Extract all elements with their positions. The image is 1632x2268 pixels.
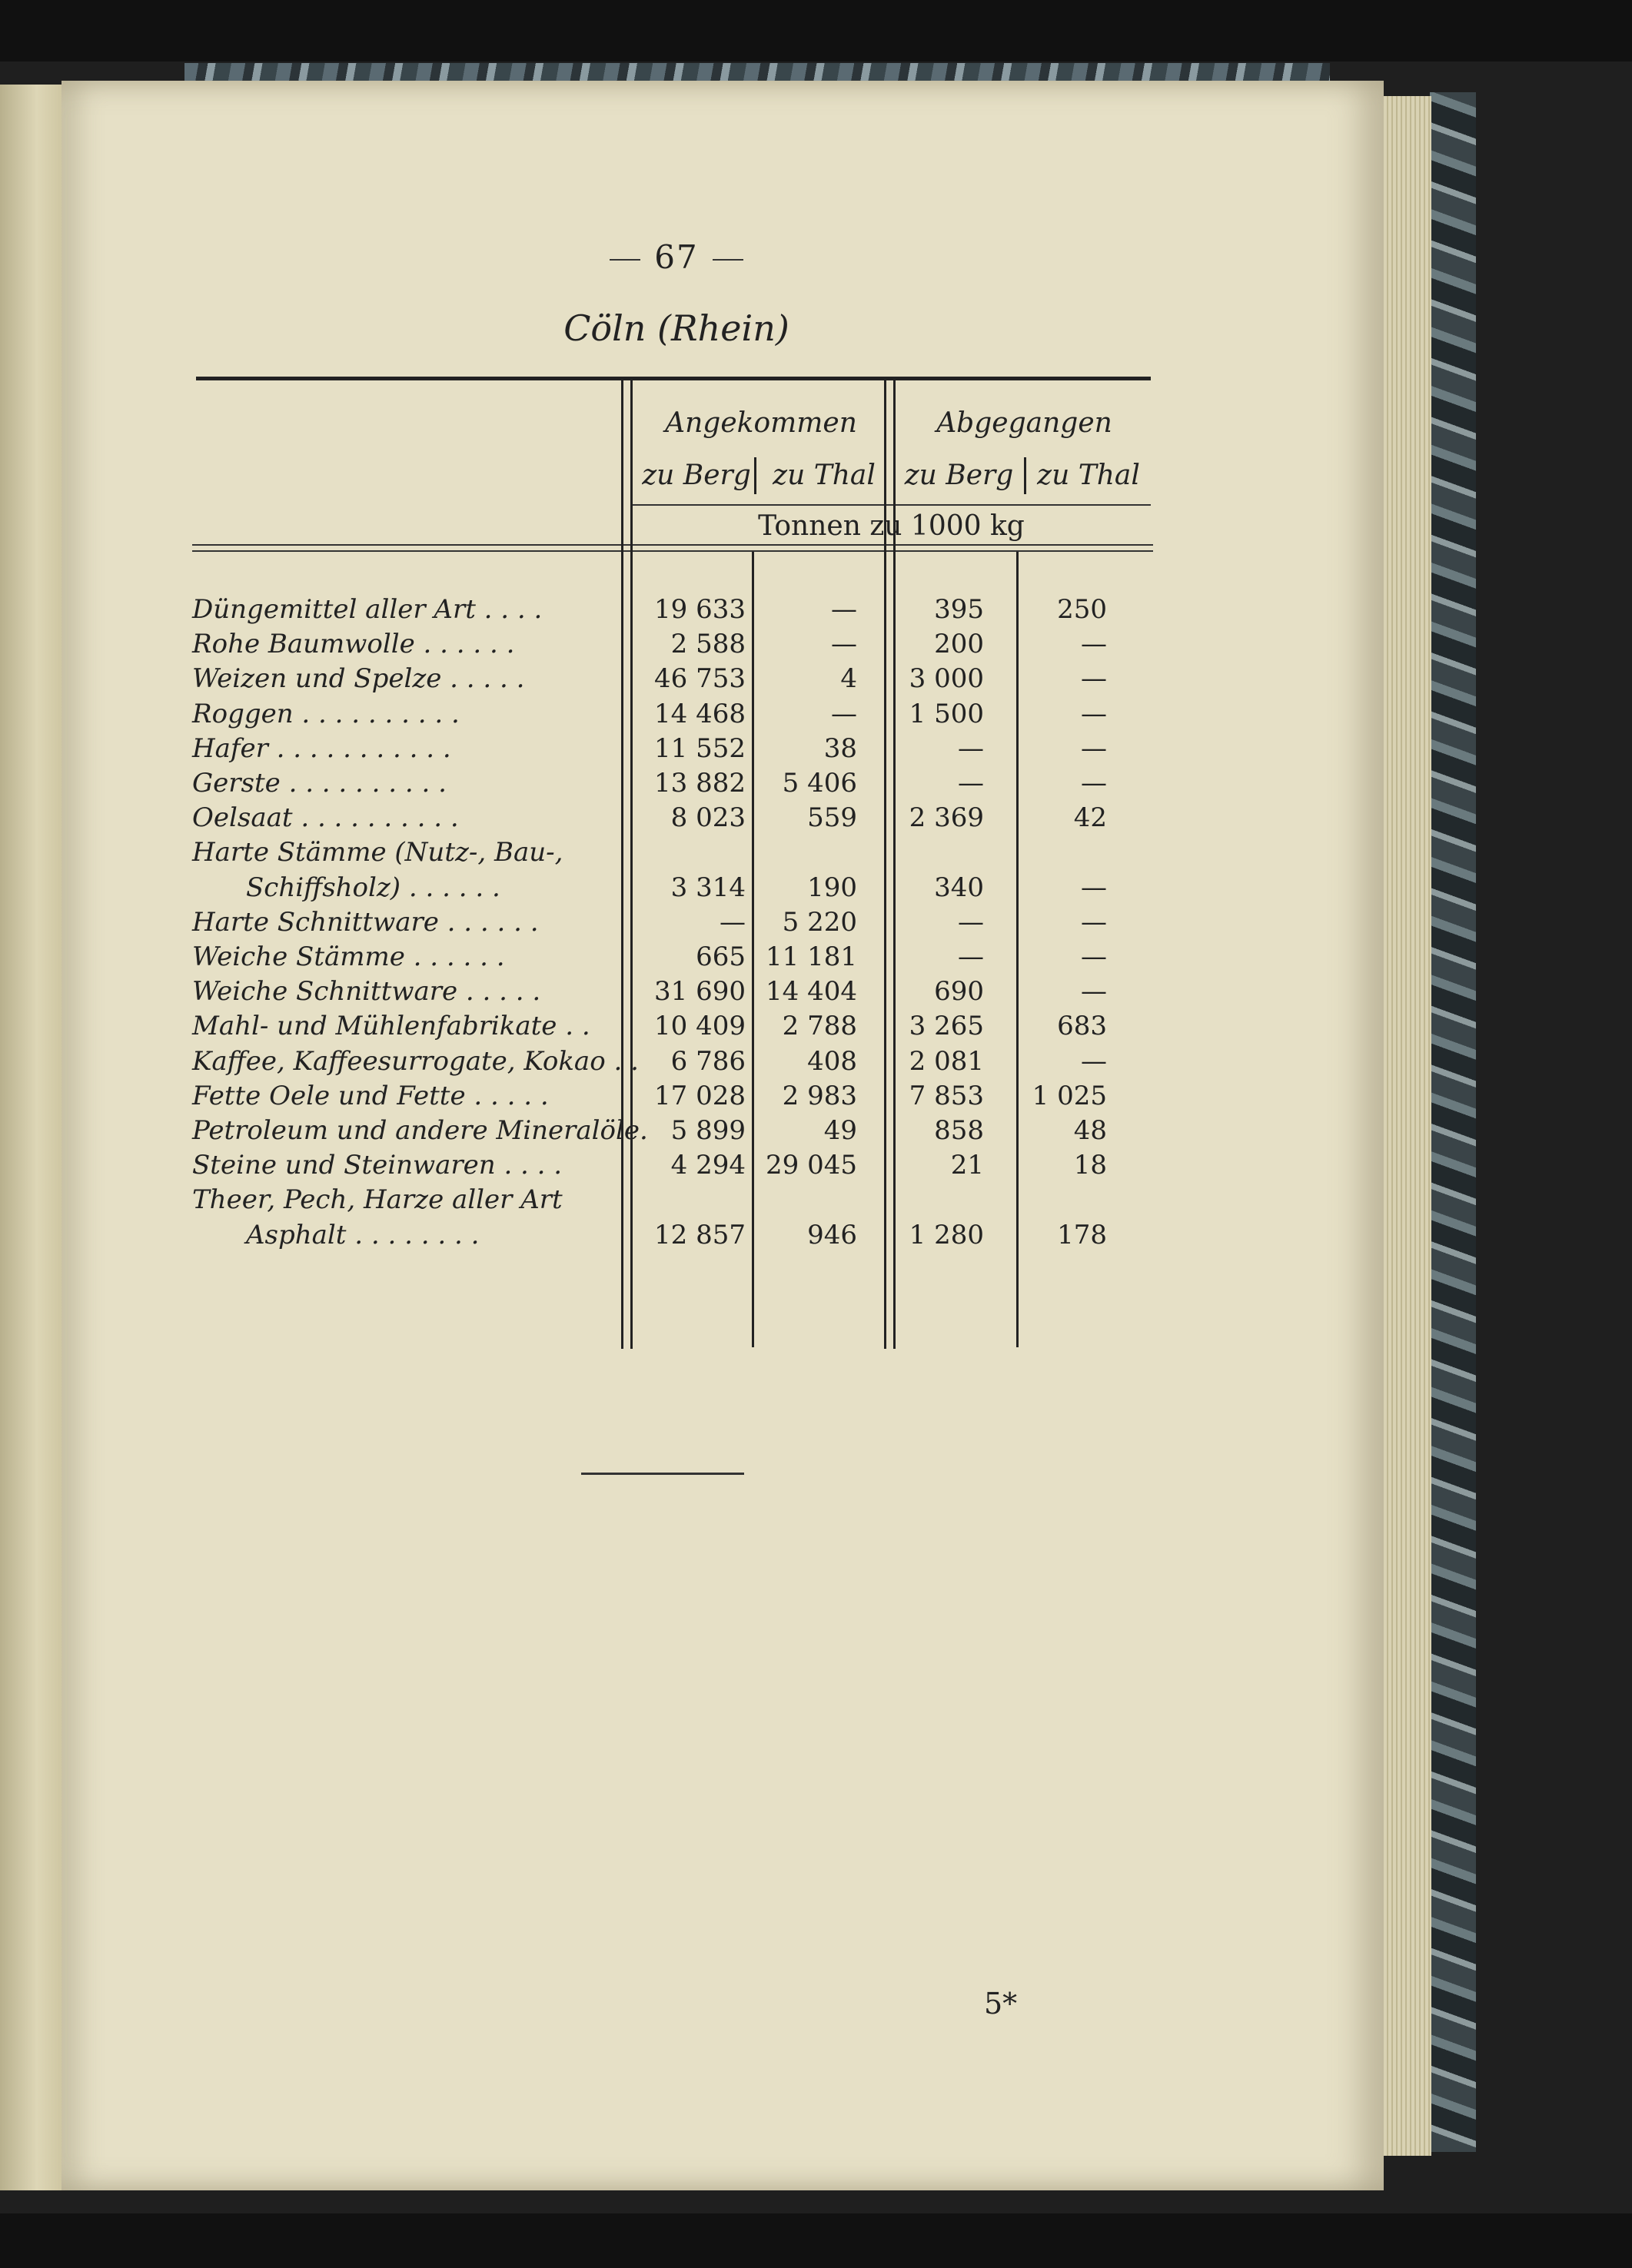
row-value: 7 853	[909, 1080, 984, 1111]
row-value: —	[958, 768, 984, 799]
subheader-angekommen-berg: zu Berg	[642, 460, 751, 491]
table-row	[192, 1046, 1153, 1080]
row-label: Petroleum und andere Mineralöle.	[192, 1115, 648, 1146]
row-value: —	[1081, 976, 1107, 1008]
row-value: 3 314	[670, 872, 746, 903]
header-rule-1	[192, 544, 1153, 546]
row-value: 5 406	[782, 768, 857, 799]
row-value: 1 500	[909, 698, 984, 729]
row-value: 14 468	[654, 698, 746, 729]
row-label: Rohe Baumwolle . . . . . .	[192, 629, 515, 660]
row-label: Steine und Steinwaren . . . .	[192, 1150, 563, 1181]
table-row	[192, 837, 1153, 871]
row-value: —	[1081, 1045, 1107, 1077]
subheader-abgegangen-thal: zu Thal	[1037, 460, 1140, 491]
row-value: 683	[1057, 1011, 1107, 1042]
table-row	[192, 1081, 1153, 1114]
table-row	[192, 1115, 1153, 1149]
row-value: —	[1081, 732, 1107, 764]
row-value: 11 181	[766, 941, 857, 972]
row-value: 6 786	[670, 1045, 746, 1077]
table-row	[192, 941, 1153, 975]
row-value: 19 633	[654, 594, 746, 625]
row-value: 17 028	[654, 1080, 746, 1111]
table-row	[192, 976, 1153, 1010]
row-label: Theer, Pech, Harze aller Art	[192, 1184, 563, 1216]
row-value: —	[1081, 768, 1107, 799]
row-value: —	[1081, 629, 1107, 660]
row-value: 2 081	[909, 1045, 984, 1077]
row-value: 5 899	[670, 1115, 746, 1146]
row-value: 11 552	[654, 732, 746, 764]
row-value: 408	[807, 1045, 857, 1077]
row-value: 38	[823, 732, 857, 764]
row-value: —	[831, 594, 857, 625]
row-value: 46 753	[654, 663, 746, 695]
row-value: 8 023	[670, 802, 746, 834]
table-row	[192, 872, 1153, 906]
row-value: —	[958, 941, 984, 972]
row-label: Düngemittel aller Art . . . .	[192, 594, 543, 625]
row-value: 250	[1057, 594, 1107, 625]
row-value: 12 857	[654, 1219, 746, 1250]
row-value: 1 280	[909, 1219, 984, 1250]
page-number	[584, 238, 769, 276]
page-number-value: 67	[654, 238, 699, 276]
subheader-angekommen-thal: zu Thal	[773, 460, 876, 491]
table-row	[192, 768, 1153, 802]
row-value: 665	[696, 941, 746, 972]
row-value: 1 025	[1032, 1080, 1107, 1111]
row-value: 5 220	[782, 906, 857, 938]
row-label: Roggen . . . . . . . . . .	[192, 698, 460, 729]
row-value: —	[958, 732, 984, 764]
table-row	[192, 802, 1153, 836]
table-row	[192, 699, 1153, 732]
row-value: —	[1081, 663, 1107, 695]
row-value: 2 588	[670, 629, 746, 660]
table-row	[192, 1220, 1153, 1254]
row-value: —	[958, 906, 984, 938]
row-value: —	[1081, 872, 1107, 903]
facing-page-edge	[0, 85, 61, 2190]
signature-mark: 5*	[984, 1987, 1018, 2021]
row-value: 2 983	[782, 1080, 857, 1111]
row-value: 178	[1057, 1219, 1107, 1250]
table-row	[192, 1184, 1153, 1218]
table-row	[192, 629, 1153, 662]
row-value: 690	[934, 976, 984, 1008]
table-row	[192, 1150, 1153, 1184]
page-title: Cöln (Rhein)	[563, 307, 789, 349]
row-label: Harte Stämme (Nutz-, Bau-,	[192, 837, 563, 868]
row-value: 858	[934, 1115, 984, 1146]
row-value: 31 690	[654, 976, 746, 1008]
row-value: 13 882	[654, 768, 746, 799]
row-value: 10 409	[654, 1011, 746, 1042]
row-value: 190	[807, 872, 857, 903]
row-value: 3 265	[909, 1011, 984, 1042]
divider-abg-sub	[1024, 457, 1026, 494]
row-value: —	[1081, 698, 1107, 729]
row-value: 2 369	[909, 802, 984, 834]
row-label: Mahl- und Mühlenfabrikate . .	[192, 1011, 590, 1042]
dash-right	[713, 259, 743, 261]
row-label: Schiffsholz) . . . . . .	[246, 872, 500, 903]
header-angekommen: Angekommen	[665, 407, 857, 439]
row-label: Harte Schnittware . . . . . .	[192, 906, 539, 938]
row-value: —	[831, 698, 857, 729]
row-value: —	[831, 629, 857, 660]
row-label: Weiche Schnittware . . . . .	[192, 976, 541, 1008]
header-abgegangen: Abgegangen	[936, 407, 1112, 439]
row-value: 2 788	[782, 1011, 857, 1042]
row-label: Kaffee, Kaffeesurrogate, Kokao . .	[192, 1045, 639, 1077]
row-value: 3 000	[909, 663, 984, 695]
row-value: —	[1081, 941, 1107, 972]
row-value: 946	[807, 1219, 857, 1250]
row-label: Weiche Stämme . . . . . .	[192, 941, 505, 972]
row-value: 42	[1073, 802, 1107, 834]
row-value: 395	[934, 594, 984, 625]
row-value: —	[720, 906, 746, 938]
row-value: 4	[840, 663, 857, 695]
row-label: Hafer . . . . . . . . . . .	[192, 732, 451, 764]
table-top-rule	[196, 377, 1151, 380]
subheader-abgegangen-berg: zu Berg	[904, 460, 1014, 491]
row-label: Gerste . . . . . . . . . .	[192, 768, 447, 799]
divider-ang-sub	[754, 457, 756, 494]
header-rule-2	[192, 550, 1153, 552]
row-value: 340	[934, 872, 984, 903]
marbled-edge-right	[1430, 92, 1476, 2152]
table-row	[192, 663, 1153, 697]
row-value: 4 294	[670, 1150, 746, 1181]
row-label: Oelsaat . . . . . . . . . .	[192, 802, 459, 834]
row-value: 14 404	[766, 976, 857, 1008]
row-value: 48	[1073, 1115, 1107, 1146]
row-value: 18	[1073, 1150, 1107, 1181]
page-block-edges	[1384, 96, 1431, 2156]
row-label: Weizen und Spelze . . . . .	[192, 663, 525, 695]
row-value: —	[1081, 906, 1107, 938]
row-value: 21	[950, 1150, 984, 1181]
row-label: Fette Oele und Fette . . . . .	[192, 1080, 549, 1111]
table-row	[192, 907, 1153, 941]
row-value: 29 045	[766, 1150, 857, 1181]
row-value: 559	[807, 802, 857, 834]
end-rule	[581, 1473, 744, 1475]
dash-left	[610, 259, 640, 261]
unit-row: Tonnen zu 1000 kg	[758, 510, 1025, 542]
table-row	[192, 1011, 1153, 1044]
row-value: 49	[823, 1115, 857, 1146]
table-row	[192, 594, 1153, 628]
row-value: 200	[934, 629, 984, 660]
row-label: Asphalt . . . . . . . .	[246, 1219, 480, 1250]
table-row	[192, 733, 1153, 767]
